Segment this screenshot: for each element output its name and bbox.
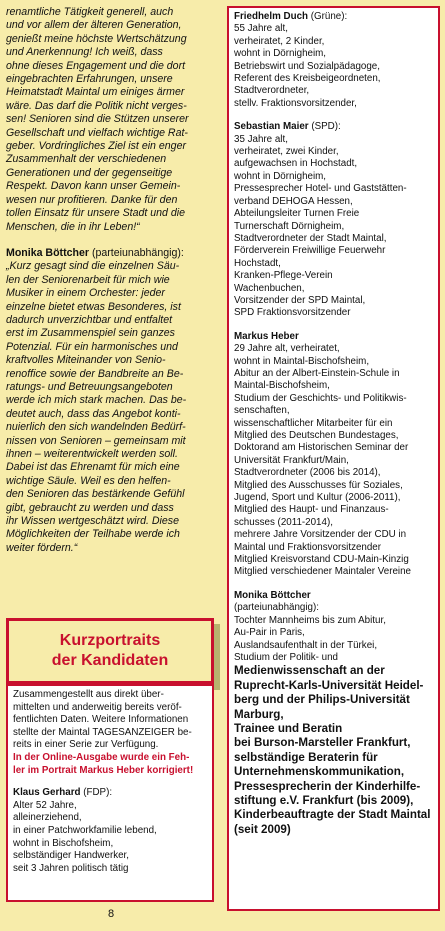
quote-line: wesen nur profitieren. Danke für den xyxy=(6,193,178,206)
profile-line: wohnt in Dörnigheim, xyxy=(234,170,327,182)
profile-line: Pressesprecherin der Kinderhilfe- xyxy=(234,779,421,793)
quote-line: „Kurz gesagt sind die einzelnen Säu- xyxy=(6,260,180,273)
section-header-box xyxy=(6,618,214,684)
quote-line: sen! Senioren sind die Stützen unserer xyxy=(6,113,189,126)
profile-line: selbständiger Handwerker, xyxy=(13,850,129,862)
duch-party: (Grüne): xyxy=(308,11,348,22)
profile-line: Wachenbuchen, xyxy=(234,282,305,294)
profile-line: Mitglied verschiedener Maintaler Vereine xyxy=(234,566,411,578)
profile-line: Marburg, xyxy=(234,707,284,721)
intro-line: reits in einer Serie zur Verfügung. xyxy=(13,739,159,751)
quote-line: ihnen – weiterentwickelt werden soll. xyxy=(6,448,178,460)
profile-line: Kranken-Pflege-Verein xyxy=(234,270,333,282)
boettcher-name: Monika Böttcher xyxy=(6,246,89,259)
gerhard-heading xyxy=(13,787,207,800)
duch-heading xyxy=(234,11,433,23)
quote-line: Gesellschaft und vielfach wichtige Rat- xyxy=(6,126,188,139)
maier-profile xyxy=(234,134,433,320)
profile-line: Turnerschaft Dörnigheim, xyxy=(234,220,345,232)
profile-line: Mitglied Kreisvorstand CDU-Main-Kinzig xyxy=(234,554,409,566)
quote-line: Heimatstadt Maintal um einiges ärmer xyxy=(6,86,185,99)
heber-profile xyxy=(234,343,433,579)
profile-line: Referent des Kreisbeigeordneten, xyxy=(234,73,381,85)
profile-line: Ruprecht-Karls-Universität Heidel- xyxy=(234,678,424,692)
boettcher-profile-name: Monika Böttcher xyxy=(234,589,311,601)
profile-line: (seit 2009) xyxy=(234,822,291,836)
profile-line: in einer Patchworkfamilie lebend, xyxy=(13,824,157,836)
profile-line: Abteilungsleiter Turnen Freie xyxy=(234,208,360,220)
info-intro xyxy=(13,689,207,752)
section-header-line1: Kurzportraits xyxy=(59,632,161,649)
quote-line: nissen von Senioren – gemeinsam mit xyxy=(6,434,186,447)
profile-line: stellv. Fraktionsvorsitzender, xyxy=(234,97,357,109)
profile-line: berg und der Philips-Universität xyxy=(234,693,410,707)
quote-line: eingebrachten Erfahrungen, unsere xyxy=(6,73,173,86)
gerhard-profile xyxy=(13,800,207,876)
quote-line: geber. Vordringliches Ziel ist ein enger xyxy=(6,140,186,153)
intro-line: Zusammengestellt aus direkt über- xyxy=(13,689,164,700)
quote-line: deutet auch, dass das Angebot konti- xyxy=(6,407,181,420)
profile-line: Betriebswirt und Sozialpädagoge, xyxy=(234,60,380,72)
profile-line: 55 Jahre alt, xyxy=(234,23,288,35)
duch-profile xyxy=(234,23,433,110)
profile-line: Pressesprecher Hotel- und Gaststätten- xyxy=(234,183,407,195)
duch-name: Friedhelm Duch xyxy=(234,11,309,22)
quote-line: Menschen, die in ihr Leben!“ xyxy=(6,220,140,233)
quote-line: ohne dieses Engagement und die dort xyxy=(6,59,186,72)
profile-line: verband DEHOGA Hessen, xyxy=(234,195,353,207)
profile-line: seit 3 Jahren politisch tätig xyxy=(13,862,129,874)
quote-line: dadurch unverzichtbar und entfaltet xyxy=(6,313,173,326)
quote-line: kraftvolles Miteinander von Senio- xyxy=(6,354,166,367)
profile-line: senschaften, xyxy=(234,405,290,417)
quote-line: weiter fördern.“ xyxy=(6,541,78,554)
quote-line: renoffice sowie der Bandbreite an Be- xyxy=(6,367,184,380)
profile-line: Alter 52 Jahre, xyxy=(13,799,77,811)
profile-line: Stadtverordneter (2006 bis 2014), xyxy=(234,467,381,479)
profile-line: verheiratet, 2 Kinder, xyxy=(234,35,325,47)
profile-line: Mitglied des Deutschen Bundestages, xyxy=(234,430,399,441)
boettcher-profile-large xyxy=(234,664,433,837)
spacer xyxy=(234,320,433,331)
profile-line: schusses (2011-2014), xyxy=(234,516,333,528)
spacer xyxy=(234,110,433,121)
profile-line: Förderverein Freiwillige Feuerwehr xyxy=(234,245,386,257)
profile-line: Auslandsaufenthalt in der Türkei, xyxy=(234,639,378,651)
profile-line: Studium der Geschichts- und Politikwis- xyxy=(234,392,407,404)
quote-line: einzelne bietet etwas Besonderes, ist xyxy=(6,300,181,313)
profile-line: Maintal und Fraktionsvorsitzender xyxy=(234,541,382,553)
quote-line: Respekt. Davon kann unser Gemein- xyxy=(6,180,181,193)
gerhard-party: (FDP): xyxy=(80,787,113,799)
profile-line: Stadtverordneter der Stadt Maintal, xyxy=(234,232,387,244)
profile-line: wohnt in Maintal-Bischofsheim, xyxy=(234,355,370,367)
profile-line: Vorsitzender der SPD Maintal, xyxy=(234,294,366,306)
profile-line: Tochter Mannheims bis zum Abitur, xyxy=(234,614,386,626)
profile-line: wissenschaftlicher Mitarbeiter für ein xyxy=(234,417,393,429)
quote-line: Möglichkeiten der Teilhabe werde ich xyxy=(6,528,180,541)
maier-party: (SPD): xyxy=(308,121,341,133)
note-line: ler im Portrait Markus Heber korrigiert! xyxy=(13,764,194,776)
boettcher-party: (parteiunabhängig): xyxy=(89,246,184,259)
profile-line: aufgewachsen in Hochstadt, xyxy=(234,158,358,170)
profile-line: Doktorand am Historischen Seminar der xyxy=(234,442,409,454)
heber-name: Markus Heber xyxy=(234,330,299,342)
section-header-line2: der Kandidaten xyxy=(51,652,169,669)
maier-heading xyxy=(234,121,433,133)
profile-line: 35 Jahre alt, xyxy=(234,133,288,145)
profile-line: Medienwissenschaft an der xyxy=(234,664,385,678)
page-number: 8 xyxy=(107,908,115,920)
quote-line: ratungs- und Betreuungsangeboten xyxy=(6,380,173,393)
info-box xyxy=(6,684,214,902)
note-line: In der Online-Ausgabe wurde ein Feh- xyxy=(13,751,190,763)
quote-line: und Anerkennung! Ich weiß, dass xyxy=(6,46,163,59)
profile-line: selbständige Beraterin für xyxy=(234,750,378,764)
profile-line: (parteiunabhängig): xyxy=(234,602,319,614)
quote-line: Generationen und der gegenseitige xyxy=(6,166,173,179)
intro-line: mittelten und anderweitig bereits veröf- xyxy=(13,701,182,713)
profile-line: Abitur an der Albert-Einstein-Schule in xyxy=(234,367,400,379)
candidates-box xyxy=(227,6,440,911)
quote-line: genießt meine höchste Wertschätzung xyxy=(6,32,187,45)
intro-line: fentlichten Daten. Weitere Informationen xyxy=(13,714,189,726)
quote-line: erst im Zusammenspiel sein ganzes xyxy=(6,327,175,340)
quote-line: den Senioren das bestärkende Gefühl xyxy=(6,488,185,501)
profile-line: Jugend, Sport und Kultur (2006-2011), xyxy=(234,492,401,504)
quote-line: ihr Wissen wertgeschätzt wird. Diese xyxy=(6,515,179,528)
profile-line: Stadtverordneter, xyxy=(234,85,310,97)
quote-line: Dabei ist das Ehrenamt für mich eine xyxy=(6,461,180,474)
quote-line: nuierlich den sich wandelnden Bedürf- xyxy=(6,421,186,434)
profile-line: bei Burson-Marsteller Frankfurt, xyxy=(234,736,411,750)
profile-line: Mitglied des Ausschusses für Soziales, xyxy=(234,479,403,491)
profile-line: Studium der Politik- und xyxy=(234,651,339,663)
correction-note xyxy=(13,752,207,777)
profile-line: Unternehmenskommunikation, xyxy=(234,765,405,779)
gerhard-name: Klaus Gerhard xyxy=(13,787,81,799)
profile-line: Universität Frankfurt/Main, xyxy=(234,454,349,466)
maier-name: Sebastian Maier xyxy=(234,121,309,133)
profile-line: alleinerziehend, xyxy=(13,812,82,824)
profile-line: SPD Fraktionsvorsitzender xyxy=(234,307,351,319)
boettcher-quote xyxy=(6,260,219,555)
profile-line: Au-Pair in Paris, xyxy=(234,627,305,639)
quote-line: und vor allem der älteren Generation, xyxy=(6,19,182,32)
spacer xyxy=(6,234,219,247)
profile-line: stiftung e.V. Frankfurt (bis 2009), xyxy=(234,793,414,807)
profile-line: wohnt in Dörnigheim, xyxy=(234,48,327,60)
profile-line: Mitglied des Haupt- und Finanzaus- xyxy=(234,504,389,516)
quote-line: Potenzial. Für ein harmonisches und xyxy=(6,340,178,353)
profile-line: Hochstadt, xyxy=(234,257,281,269)
profile-line: Trainee und Beratin xyxy=(234,721,343,735)
quote-line: Zusammenhalt der verschiedenen xyxy=(6,153,167,166)
quote-line: len der Seniorenarbeit für mich wie xyxy=(6,273,170,286)
quote-line: gibt, gebraucht zu werden und dass xyxy=(6,501,174,514)
profile-line: wohnt in Bischofsheim, xyxy=(13,837,114,849)
intro-line: stellte der Maintal TAGESANZEIGER be- xyxy=(13,726,192,738)
boettcher-heading xyxy=(6,247,219,260)
profile-line: Kinderbeauftragte der Stadt Maintal xyxy=(234,808,431,822)
profile-line: mehrere Jahre Vorsitzender der CDU in xyxy=(234,529,407,541)
profile-line: verheiratet, zwei Kinder, xyxy=(234,146,339,158)
left-column xyxy=(6,6,219,555)
quote-line: renamtliche Tätigkeit generell, auch xyxy=(6,6,174,18)
quote-line: tollen Einsatz für unsere Stadt und die xyxy=(6,207,186,220)
profile-line: 29 Jahre alt, verheiratet, xyxy=(234,343,340,355)
quote-line: wäre. Das darf die Politik nicht verges- xyxy=(6,99,187,112)
spacer xyxy=(13,777,207,787)
quote-line: werde ich mich stark machen. Das be- xyxy=(6,394,187,407)
quote-line: Musiker in einem Orchester: jeder xyxy=(6,287,165,300)
quote-continuation xyxy=(6,6,219,234)
profile-line: Maintal-Bischofsheim, xyxy=(234,380,330,392)
quote-line: wichtige Säule. Weil es den helfen- xyxy=(6,474,171,487)
boettcher-profile-small xyxy=(234,602,433,664)
spacer xyxy=(234,579,433,590)
